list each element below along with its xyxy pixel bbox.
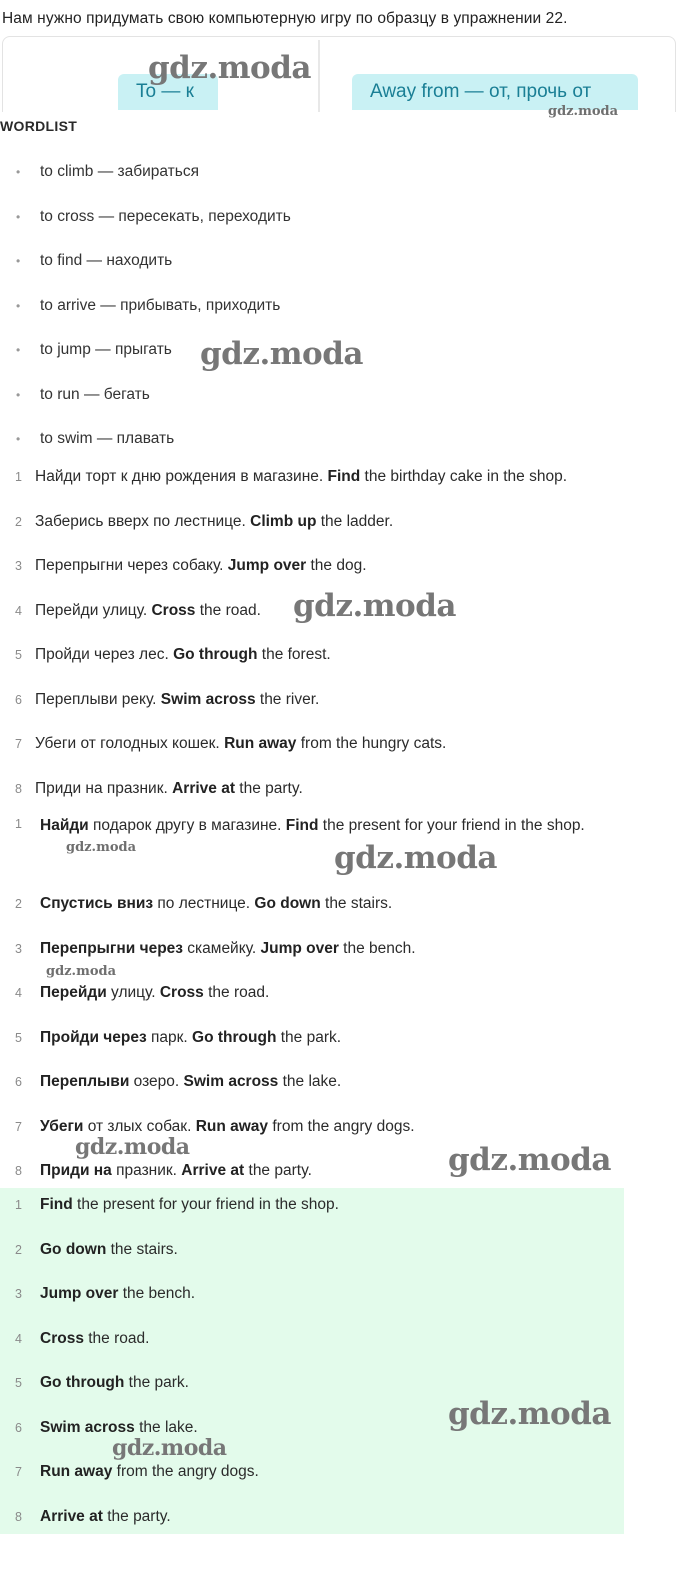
item-number: 8 (15, 781, 22, 796)
watermark: gdz.moda (334, 840, 497, 876)
item-en-keyword: Arrive at (172, 779, 235, 797)
item-number: 5 (15, 1376, 22, 1390)
item-text (35, 466, 567, 488)
item-text (40, 1283, 195, 1305)
item-number: 5 (15, 1030, 22, 1045)
item-number: 2 (15, 897, 22, 911)
item-ru-keyword: Перейди (40, 984, 107, 1001)
list-item (0, 813, 680, 893)
item-en-text: the stairs. (106, 1240, 178, 1258)
bullet-icon: • (16, 298, 21, 313)
item-ru-keyword: Приди на (40, 1162, 112, 1179)
intro-text: Нам нужно придумать свою компьютерную игру по образцу в упражнении 22. (2, 10, 568, 27)
item-text (40, 1027, 341, 1049)
item-en-keyword: Cross (151, 601, 196, 619)
item-number: 7 (15, 737, 22, 751)
item-text (35, 733, 446, 755)
item-number: 1 (15, 470, 22, 484)
list-item (0, 1506, 680, 1551)
list-item (0, 466, 680, 511)
item-number: 7 (15, 1465, 22, 1479)
list-item (0, 1417, 680, 1462)
item-en-text: the forest. (257, 646, 331, 663)
item-en-keyword: Arrive at (181, 1162, 245, 1179)
item-number: 3 (15, 1287, 22, 1301)
item-en-keyword: Swim across (40, 1418, 135, 1436)
bullet-icon: • (16, 432, 21, 446)
item-text (40, 1461, 259, 1483)
item-en-keyword: Cross (40, 1329, 84, 1347)
list-item (0, 1194, 680, 1239)
item-number: 7 (15, 1119, 22, 1134)
watermark: gdz.moda (200, 336, 363, 372)
item-en-text: the party. (235, 779, 303, 797)
wordlist-heading: WORDLIST (0, 118, 78, 134)
wordlist-item-text: to climb — забираться (40, 163, 199, 180)
item-en-text: from the hungry cats. (296, 735, 447, 752)
item-en-keyword: Arrive at (40, 1507, 103, 1525)
item-en-keyword: Find (327, 468, 361, 485)
item-en-text: the stairs. (320, 895, 393, 912)
item-text (40, 1160, 312, 1182)
item-ru-text: от злых собак. (83, 1117, 196, 1135)
item-en-text: the road. (83, 1329, 150, 1347)
item-en-keyword: Go down (254, 895, 321, 912)
list-item (0, 600, 680, 645)
item-text (40, 1116, 415, 1138)
item-en-keyword: Cross (159, 984, 204, 1001)
chip-to: To — к (118, 74, 218, 110)
item-text (40, 1194, 339, 1216)
item-ru-text: Убеги от голодных кошек. (35, 735, 225, 752)
item-en-text: the lake. (134, 1418, 198, 1436)
item-number: 8 (15, 1164, 22, 1178)
list-item (0, 1116, 680, 1161)
item-en-text: the present for your friend in the shop. (318, 817, 585, 834)
wordlist-item (0, 340, 680, 385)
item-text (40, 1417, 198, 1439)
wordlist-item-text: to swim — плавать (40, 430, 175, 447)
item-text (35, 511, 393, 533)
watermark: gdz.moda (75, 1134, 190, 1160)
item-ru-text: озеро. (129, 1073, 184, 1090)
item-number: 3 (15, 559, 22, 573)
watermark: gdz.moda (293, 588, 456, 624)
wordlist-item (0, 162, 680, 207)
item-en-keyword: Swim across (183, 1073, 279, 1090)
list-item (0, 938, 680, 983)
list-item (0, 1027, 680, 1072)
item-text (35, 600, 261, 622)
list-item (0, 1283, 680, 1328)
list-item (0, 982, 680, 1027)
bullet-icon: • (16, 165, 21, 179)
item-en-keyword: Climb up (250, 512, 317, 530)
watermark: gdz.moda (448, 1142, 611, 1178)
bullet-icon: • (16, 209, 21, 224)
item-ru-text: Перепрыгни через собаку. (35, 557, 228, 574)
item-text (40, 1328, 149, 1350)
item-ru-text: Переплыви реку. (35, 690, 161, 708)
watermark: gdz.moda (66, 840, 137, 855)
list-item (0, 1239, 680, 1284)
list-item (0, 893, 680, 938)
wordlist (0, 162, 680, 474)
item-en-text: from the angry dogs. (112, 1463, 259, 1480)
bullet-icon: • (16, 387, 21, 402)
item-text (40, 1372, 189, 1394)
item-ru-keyword: Найди (40, 817, 89, 834)
list-item (0, 689, 680, 734)
item-text (40, 813, 640, 839)
item-en-keyword: Jump over (227, 557, 307, 574)
item-text (35, 778, 303, 800)
item-ru-text: Пройди через лес. (35, 646, 174, 663)
item-ru-text: по лестнице. (153, 895, 255, 912)
item-en-text: from the angry dogs. (268, 1117, 415, 1135)
item-en-text: the river. (255, 690, 320, 708)
wordlist-item (0, 207, 680, 252)
watermark: gdz.moda (448, 1396, 611, 1432)
item-en-text: the park. (124, 1374, 189, 1391)
wordlist-item-text: to arrive — прибывать, приходить (40, 296, 281, 314)
item-ru-text: Найди торт к дню рождения в магазине. (35, 468, 328, 485)
item-en-keyword: Jump over (40, 1285, 119, 1302)
item-number: 4 (15, 603, 22, 618)
list-item (0, 511, 680, 556)
item-text (35, 555, 367, 577)
item-ru-keyword: Перепрыгни через (40, 939, 183, 957)
game-list-with-translation (0, 813, 680, 1205)
item-text (40, 893, 392, 915)
item-number: 2 (15, 514, 22, 529)
answer-list (0, 1194, 680, 1550)
item-en-text: the party. (102, 1507, 171, 1525)
item-ru-keyword: Пройди через (40, 1028, 147, 1046)
item-en-text: the ladder. (316, 512, 394, 530)
list-item (0, 1461, 680, 1506)
list-item (0, 644, 680, 689)
item-ru-text: подарок другу в магазине. (88, 817, 286, 834)
item-en-keyword: Go through (40, 1374, 125, 1391)
item-en-keyword: Find (40, 1196, 73, 1213)
item-en-text: the bench. (338, 939, 416, 957)
item-en-keyword: Go down (40, 1240, 107, 1258)
watermark: gdz.moda (148, 50, 311, 86)
wordlist-item (0, 296, 680, 341)
wordlist-item-text: to cross — пересекать, переходить (40, 207, 291, 225)
example-list (0, 466, 680, 822)
item-ru-text: Приди на празник. (35, 779, 173, 797)
item-number: 1 (15, 1198, 22, 1212)
item-ru-text: празник. (111, 1162, 182, 1179)
item-en-keyword: Find (285, 817, 319, 834)
item-ru-text: парк. (146, 1028, 193, 1046)
item-en-text: the road. (195, 601, 261, 619)
item-number: 2 (15, 1242, 22, 1257)
item-number: 3 (15, 941, 22, 956)
item-en-text: the party. (244, 1162, 312, 1179)
item-number: 6 (15, 1075, 22, 1089)
card-divider (318, 40, 320, 112)
item-en-keyword: Run away (224, 735, 297, 752)
list-item (0, 1372, 680, 1417)
item-ru-text: скамейку. (182, 939, 261, 957)
wordlist-item-text: to run — бегать (40, 385, 150, 403)
item-en-text: the park. (276, 1028, 342, 1046)
item-en-text: the bench. (118, 1285, 196, 1302)
list-item (0, 1328, 680, 1373)
watermark: gdz.moda (548, 104, 619, 119)
item-text (40, 1506, 171, 1528)
item-en-text: the present for your friend in the shop. (72, 1196, 339, 1213)
item-number: 1 (15, 817, 22, 831)
wordlist-item-text: to find — находить (40, 252, 173, 269)
item-ru-text: Заберись вверх по лестнице. (35, 512, 251, 530)
item-en-keyword: Swim across (160, 690, 256, 708)
item-text (35, 644, 331, 666)
item-en-keyword: Go through (173, 646, 258, 663)
bullet-icon: • (16, 343, 21, 357)
item-en-keyword: Run away (40, 1463, 113, 1480)
item-en-keyword: Jump over (260, 939, 339, 957)
list-item (0, 555, 680, 600)
item-number: 8 (15, 1509, 22, 1524)
list-item (0, 1071, 680, 1116)
item-number: 4 (15, 986, 22, 1000)
item-ru-text: улицу. (106, 984, 160, 1001)
item-number: 5 (15, 648, 22, 662)
item-en-keyword: Go through (192, 1028, 277, 1046)
item-ru-keyword: Убеги (40, 1117, 84, 1135)
item-ru-keyword: Переплыви (40, 1073, 130, 1090)
list-item (0, 733, 680, 778)
wordlist-item-text: to jump — прыгать (40, 341, 172, 358)
item-text (40, 1239, 178, 1261)
item-text (40, 1071, 341, 1093)
item-en-keyword: Run away (195, 1117, 269, 1135)
watermark: gdz.moda (46, 964, 117, 979)
item-ru-text: Перейди улицу. (35, 601, 152, 619)
watermark: gdz.moda (112, 1435, 227, 1461)
wordlist-item (0, 251, 680, 296)
item-ru-keyword: Спустись вниз (40, 895, 154, 912)
item-text (40, 982, 269, 1004)
item-text (35, 689, 319, 711)
item-number: 4 (15, 1331, 22, 1346)
wordlist-item (0, 385, 680, 430)
item-text (40, 938, 416, 960)
item-en-text: the birthday cake in the shop. (360, 468, 568, 485)
bullet-icon: • (16, 254, 21, 268)
item-number: 6 (15, 692, 22, 707)
item-en-text: the road. (203, 984, 270, 1001)
item-number: 6 (15, 1420, 22, 1435)
item-en-text: the dog. (306, 557, 367, 574)
item-en-text: the lake. (278, 1073, 342, 1090)
chip-away-from: Away from — от, прочь от (352, 74, 638, 110)
